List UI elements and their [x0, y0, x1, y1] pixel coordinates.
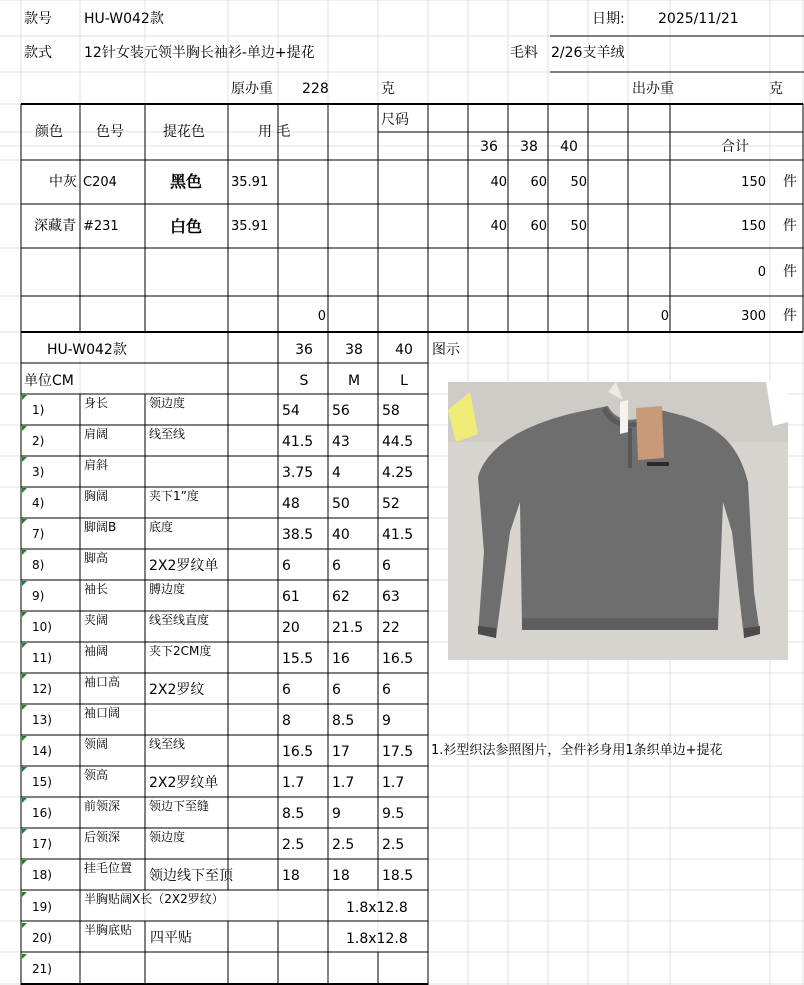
cell-comment-marker — [22, 860, 27, 865]
spec-row-value-40: 1.7 — [382, 775, 405, 791]
cell-comment-marker — [22, 736, 27, 741]
illustration-label: 图示 — [432, 342, 460, 358]
spec-row-value-40: 6 — [382, 682, 391, 698]
spec-row-no: 7) — [32, 527, 45, 541]
spec-style: HU-W042款 — [47, 342, 127, 358]
cell-comment-marker — [22, 829, 27, 834]
row1-q38: 60 — [530, 175, 547, 190]
spec-row-method: 底度 — [149, 520, 174, 534]
spec-row-method: 领边度 — [149, 830, 186, 844]
cell-comment-marker — [22, 643, 27, 648]
spec-row-value-40: 9 — [382, 713, 391, 729]
spec-letter-l: L — [400, 373, 408, 389]
sum-unit: 件 — [783, 308, 797, 324]
spec-row-value-38: 50 — [332, 496, 350, 512]
row19-value: 1.8x12.8 — [346, 900, 408, 916]
unit-cm-label: 单位CM — [24, 373, 74, 389]
row1-q40: 50 — [570, 175, 587, 190]
spec-row-no: 18) — [32, 868, 52, 882]
spec-row-no: 4) — [32, 496, 45, 510]
spec-row-value-40: 6 — [382, 558, 391, 574]
spec-row-no: 14) — [32, 744, 52, 758]
spec-row-value-40: 22 — [382, 620, 400, 636]
spec-row-no: 8) — [32, 558, 45, 572]
spec-row-method: 夹下2CM度 — [149, 644, 212, 658]
spec-row-value-40: 9.5 — [382, 806, 405, 822]
spec-row-method: 线至线直度 — [149, 613, 210, 627]
row2-total: 150 — [741, 219, 766, 234]
row2-q36: 40 — [490, 219, 507, 234]
spec-row-value-36: 2.5 — [282, 837, 305, 853]
row1-code: C204 — [83, 175, 117, 190]
cell-comment-marker — [22, 892, 27, 897]
jacquard-header: 提花色 — [163, 124, 205, 140]
row3-total: 0 — [757, 265, 766, 280]
spec-row-part: 领阔 — [84, 737, 109, 751]
spec-row-method: 2X2罗纹单 — [149, 775, 219, 791]
spec-row-method: 夹下1”度 — [149, 489, 199, 503]
sum-qty: 0 — [660, 309, 669, 324]
spec-row-method: 线至线 — [149, 737, 186, 751]
spec-size-36: 36 — [295, 342, 313, 358]
color-header: 颜色 — [35, 124, 63, 140]
hang-tag-brown — [636, 406, 664, 460]
spec-row-method: 膊边度 — [149, 582, 186, 596]
spec-letter-s: S — [299, 373, 309, 389]
spec-row-value-40: 58 — [382, 403, 400, 419]
spec-row-no: 2) — [32, 434, 45, 448]
row19-part: 半胸贴阔X长（2X2罗纹） — [84, 892, 224, 906]
spec-row-value-38: 43 — [332, 434, 350, 450]
row1-q36: 40 — [490, 175, 507, 190]
spec-row-part: 袖长 — [84, 582, 109, 596]
cell-comment-marker — [22, 923, 27, 928]
spec-row-method: 2X2罗纹单 — [149, 558, 219, 574]
spec-row-value-38: 18 — [332, 868, 350, 884]
spec-row-part: 袖阔 — [84, 644, 109, 658]
spec-row-value-36: 18 — [282, 868, 300, 884]
style-no-value: HU-W042款 — [84, 11, 164, 27]
spec-row-value-36: 54 — [282, 403, 300, 419]
spec-row-no: 16) — [32, 806, 52, 820]
spec-row-no: 13) — [32, 713, 52, 727]
spec-row-value-38: 17 — [332, 744, 350, 760]
style-desc-value: 12针女装元领半胸长袖衫-单边+提花 — [84, 45, 315, 61]
out-weight-label: 出办重 — [632, 81, 674, 97]
spec-row-value-38: 9 — [332, 806, 341, 822]
spec-row-value-36: 16.5 — [282, 744, 314, 760]
hang-tag-white — [620, 400, 628, 434]
row2-q40: 50 — [570, 219, 587, 234]
cell-comment-marker — [22, 705, 27, 710]
spec-row-method: 2X2罗纹 — [149, 682, 205, 698]
spec-row-value-36: 1.7 — [282, 775, 305, 791]
row20-no: 20) — [32, 931, 52, 945]
row2-yarn: 35.91 — [231, 219, 269, 234]
spec-row-value-36: 41.5 — [282, 434, 314, 450]
spec-row-part: 肩阔 — [84, 427, 109, 441]
row2-q38: 60 — [530, 219, 547, 234]
cell-comment-marker — [22, 426, 27, 431]
spec-row-method: 领边线下至顶 — [149, 868, 233, 884]
spec-letter-m: M — [347, 373, 361, 389]
yarn-value: 2/26支羊绒 — [551, 45, 625, 61]
spec-row-part: 身长 — [84, 396, 109, 410]
row20-part: 半胸底贴 — [84, 923, 133, 937]
size-40-header: 40 — [560, 139, 578, 155]
spec-row-value-40: 16.5 — [382, 651, 414, 667]
spec-row-value-40: 52 — [382, 496, 400, 512]
spec-row-part: 后领深 — [84, 830, 121, 844]
spec-row-no: 15) — [32, 775, 52, 789]
spec-row-value-38: 1.7 — [332, 775, 355, 791]
spec-row-method: 线至线 — [149, 427, 186, 441]
row21-no: 21) — [32, 962, 52, 976]
half-placket — [628, 428, 632, 468]
row19-no: 19) — [32, 900, 52, 914]
spec-row-value-36: 3.75 — [282, 465, 314, 481]
cell-comment-marker — [22, 612, 27, 617]
size-header: 尺码 — [381, 112, 409, 128]
spec-row-part: 领高 — [84, 768, 109, 782]
orig-weight-value: 228 — [302, 81, 329, 97]
row1-total: 150 — [741, 175, 766, 190]
spec-row-no: 9) — [32, 589, 45, 603]
production-note: 1.衫型织法参照图片，全件衫身用1条织单边+提花 — [431, 743, 723, 758]
yarn-use-header: 用 毛 — [258, 124, 291, 140]
style-desc-label: 款式 — [24, 45, 52, 61]
gram-unit-2: 克 — [769, 81, 783, 97]
spec-row-value-40: 2.5 — [382, 837, 405, 853]
cell-comment-marker — [22, 488, 27, 493]
spec-row-part: 前领深 — [84, 799, 121, 813]
row3-unit: 件 — [783, 264, 797, 280]
sum-yarn: 0 — [317, 309, 326, 324]
spec-row-value-38: 2.5 — [332, 837, 355, 853]
spec-row-value-38: 21.5 — [332, 620, 364, 636]
cell-comment-marker — [22, 954, 27, 959]
cell-comment-marker — [22, 767, 27, 772]
spec-row-part: 袖口高 — [84, 675, 121, 689]
spec-row-part: 胸阔 — [84, 489, 109, 503]
spec-row-part: 肩斜 — [84, 458, 109, 472]
spec-row-no: 1) — [32, 403, 45, 417]
spec-row-no: 11) — [32, 651, 52, 665]
spec-row-value-36: 38.5 — [282, 527, 314, 543]
row1-yarn: 35.91 — [231, 175, 269, 190]
spec-row-part: 袖口阔 — [84, 706, 121, 720]
spec-size-38: 38 — [345, 342, 363, 358]
row20-method: 四平贴 — [150, 930, 192, 946]
spec-row-value-38: 62 — [332, 589, 350, 605]
spec-row-no: 10) — [32, 620, 52, 634]
spec-row-value-36: 15.5 — [282, 651, 314, 667]
chest-logo — [647, 462, 669, 466]
gram-unit: 克 — [381, 81, 395, 97]
spec-row-value-36: 8.5 — [282, 806, 305, 822]
yarn-label: 毛料 — [510, 45, 538, 61]
orig-weight-label: 原办重 — [231, 81, 273, 97]
spec-row-no: 12) — [32, 682, 52, 696]
spec-row-part: 夹阔 — [84, 613, 109, 627]
date-label: 日期: — [592, 11, 625, 27]
row2-unit: 件 — [783, 218, 797, 234]
spec-row-value-40: 18.5 — [382, 868, 414, 884]
spec-row-value-38: 6 — [332, 558, 341, 574]
cell-comment-marker — [22, 581, 27, 586]
cell-comment-marker — [22, 395, 27, 400]
row1-unit: 件 — [783, 174, 797, 190]
spec-row-value-36: 8 — [282, 713, 291, 729]
cell-comment-marker — [22, 674, 27, 679]
spec-row-method: 领边度 — [149, 396, 186, 410]
spec-row-value-36: 6 — [282, 682, 291, 698]
spec-row-part: 脚高 — [84, 551, 109, 565]
spec-row-value-36: 61 — [282, 589, 300, 605]
spec-row-value-40: 44.5 — [382, 434, 414, 450]
style-no-label: 款号 — [24, 11, 52, 27]
sum-total: 300 — [741, 309, 766, 324]
spec-row-value-40: 41.5 — [382, 527, 414, 543]
row20-value: 1.8x12.8 — [346, 931, 408, 947]
spec-row-value-38: 16 — [332, 651, 350, 667]
color-no-header: 色号 — [96, 124, 124, 140]
sweater-hem — [522, 618, 718, 630]
cell-comment-marker — [22, 457, 27, 462]
spec-row-part: 脚阔B — [84, 520, 117, 534]
spec-row-value-36: 20 — [282, 620, 300, 636]
size-38-header: 38 — [520, 139, 538, 155]
spec-row-method: 领边下至缝 — [149, 799, 210, 813]
garment-photo — [448, 382, 788, 660]
spec-row-value-38: 6 — [332, 682, 341, 698]
date-value: 2025/11/21 — [658, 11, 739, 27]
row1-color: 中灰 — [49, 174, 77, 190]
spec-row-value-40: 17.5 — [382, 744, 414, 760]
spec-row-value-38: 40 — [332, 527, 350, 543]
cell-comment-marker — [22, 550, 27, 555]
spec-row-value-36: 6 — [282, 558, 291, 574]
size-36-header: 36 — [480, 139, 498, 155]
spec-row-part: 挂毛位置 — [84, 861, 133, 875]
row2-jacquard: 白色 — [170, 217, 203, 236]
cell-comment-marker — [22, 798, 27, 803]
spec-row-value-40: 4.25 — [382, 465, 414, 481]
row2-color: 深藏青 — [34, 218, 76, 234]
spec-row-no: 3) — [32, 465, 45, 479]
row2-code: #231 — [83, 219, 119, 234]
spec-row-no: 17) — [32, 837, 52, 851]
spec-row-value-38: 4 — [332, 465, 341, 481]
cell-comment-marker — [22, 519, 27, 524]
spec-row-value-38: 8.5 — [332, 713, 355, 729]
row1-jacquard: 黑色 — [170, 172, 203, 191]
spec-row-value-38: 56 — [332, 403, 350, 419]
spec-row-value-40: 63 — [382, 589, 400, 605]
spec-size-40: 40 — [395, 342, 413, 358]
total-header: 合计 — [721, 139, 749, 155]
spec-row-value-36: 48 — [282, 496, 300, 512]
